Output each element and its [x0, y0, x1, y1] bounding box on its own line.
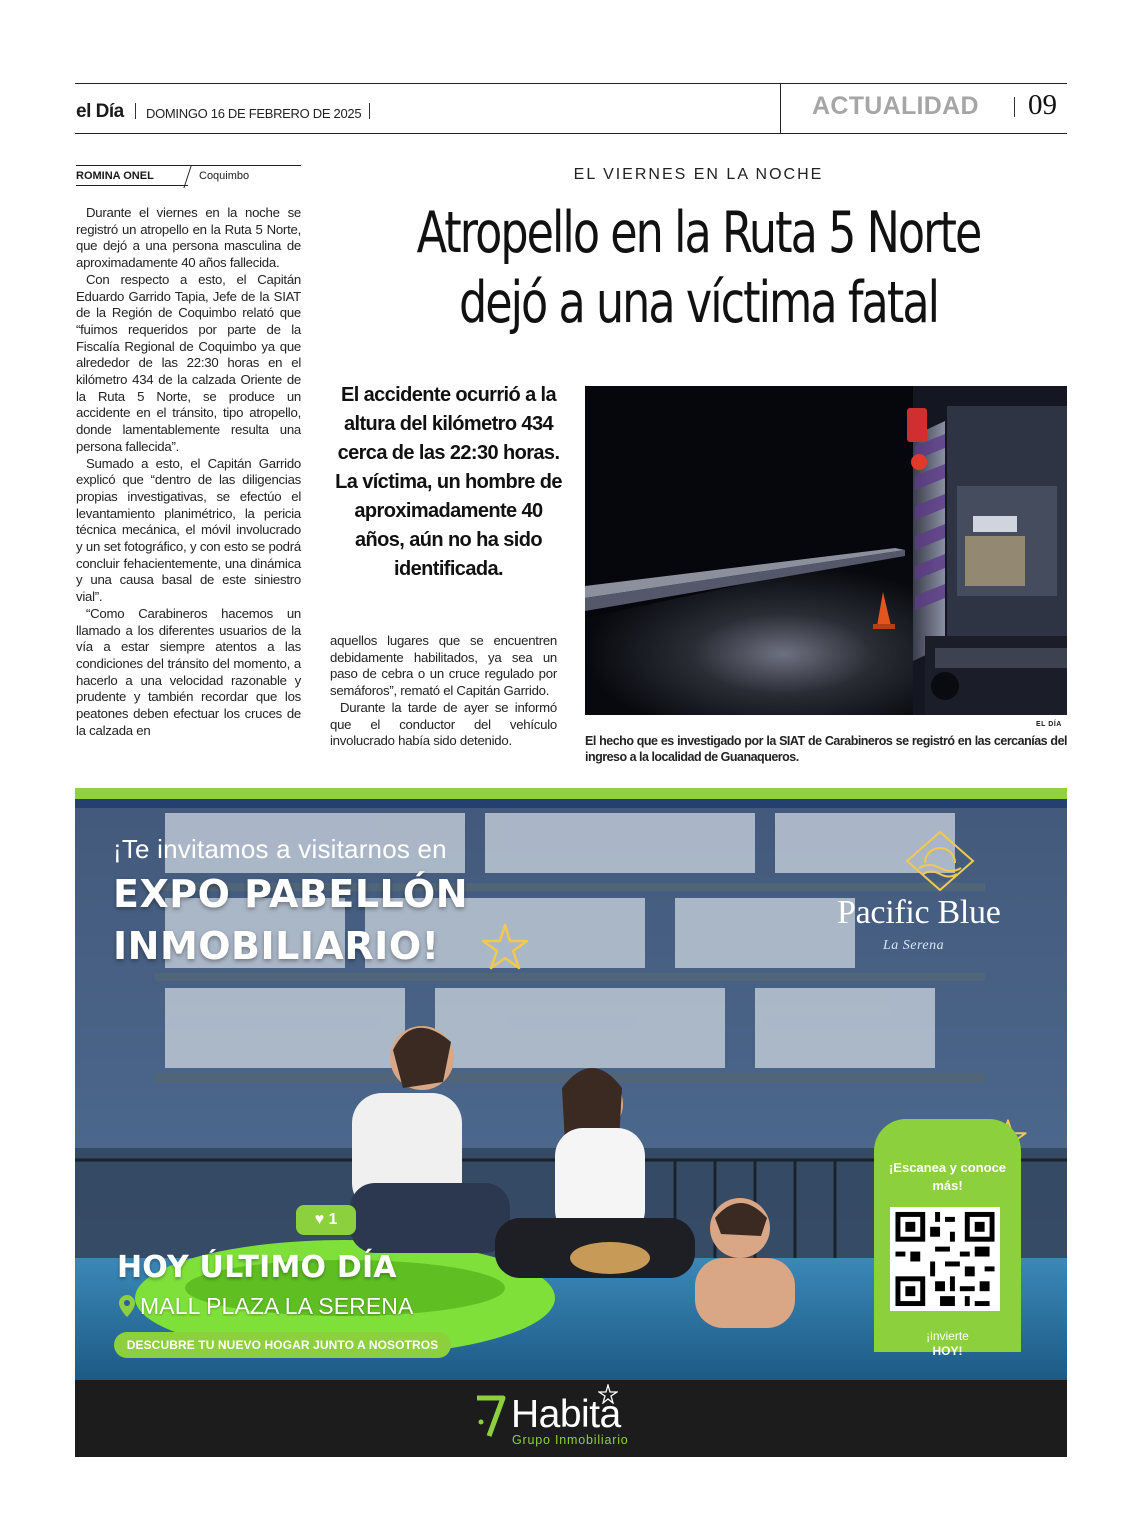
like-count: 1 — [328, 1211, 338, 1228]
company-subtitle: Grupo Inmobiliario — [512, 1433, 629, 1447]
article-paragraph: aquellos lugares que se encuentren debidamente habilitados, ya sea un paso de cebra o un cruce regulado por semáforos”, remató el Capitán Garrido. — [330, 633, 557, 699]
ad-invite-text: ¡Te invitamos a visitarnos en — [113, 834, 447, 864]
article-paragraph: Con respecto a esto, el Capitán Eduardo Garrido Tapia, Jefe de la SIAT de la Región de Coquimbo relató que “fuimos requeridos por parte de la Fiscalía Regional de Coquimbo ya que alrededor de las 22:30 horas en el kilómetro 434 de la calzada Oriente de la Ruta 5 Norte, se produce un accidente en el tránsito, tipo atropello, donde lamentablemente resulta una persona fallecida”. — [76, 271, 301, 454]
section-name: ACTUALIDAD — [812, 92, 979, 120]
issue-date: DOMINGO 16 DE FEBRERO DE 2025 — [146, 106, 362, 121]
ad-title-line: EXPO PABELLÓN — [113, 872, 469, 916]
article-paragraph: “Como Carabineros hacemos un llamado a los diferentes usuarios de la vía a estar siempre atentos a las condiciones del tránsito del momento, a hacerlo a una velocidad razonable y prudente y también recordar que los peatones deben efectuar los cruces de la calzada en — [76, 605, 301, 738]
qr-panel — [874, 1119, 1021, 1358]
header-divider — [135, 103, 136, 119]
photo-caption: El hecho que es investigado por la SIAT de Carabineros se registró en las cercanías del ingreso a la localidad de Guanaqueros. — [585, 734, 1067, 764]
article-paragraph: Durante el viernes en la noche se registró un atropello en la Ruta 5 Norte, que dejó a una persona masculina de aproximadamente 40 años fallecida. — [76, 205, 301, 271]
byline-underline — [76, 185, 188, 186]
masthead-logo: el Día — [76, 101, 124, 122]
qr-heading: ¡Escanea y conoce más! — [888, 1160, 1007, 1193]
brand-subtitle: La Serena — [883, 938, 945, 953]
article-kicker: EL VIERNES EN LA NOCHE — [573, 166, 824, 183]
qr-code-icon — [890, 1207, 1000, 1311]
company-name: Habita — [511, 1393, 621, 1436]
pacific-blue-logo-icon — [905, 830, 975, 892]
headline-line: Atropello en la Ruta 5 Norte — [416, 200, 981, 266]
article-deck: El accidente ocurrió a la altura del kilómetro 434 cerca de las 22:30 horas. La víctima, un hombre de aproximadamente 40 años, aún no ha sido identificada. — [335, 384, 562, 580]
night-road-illustration — [585, 386, 1067, 715]
habita-logo-icon — [473, 1392, 507, 1442]
header-divider — [369, 103, 370, 119]
brand-name: Pacific Blue — [837, 894, 1001, 931]
photo-credit: EL DÍA — [1036, 721, 1062, 728]
header-divider — [1014, 97, 1015, 117]
article-column-2 — [330, 633, 557, 750]
ad-title-line: INMOBILIARIO! — [113, 924, 440, 968]
heart-icon: ♥ — [314, 1211, 325, 1228]
ad-location-text: MALL PLAZA LA SERENA — [140, 1293, 414, 1319]
article-photo — [585, 386, 1067, 715]
article-paragraph: Sumado a esto, el Capitán Garrido explicó que “dentro de las diligencias propias investigativas, se efectúo el levantamiento planimétrico, la pericia técnica mecánica, el móvil involucrado y un set fotográfico, y con esto se podrá concluir fehacientemente, una dinámica y una causa basal de este siniestro vial”. — [76, 455, 301, 605]
qr-code[interactable] — [890, 1207, 1000, 1311]
article-paragraph: Durante la tarde de ayer se informó que el conductor del vehículo involucrado había sido detenido. — [330, 699, 557, 749]
header-top-rule — [75, 83, 1067, 84]
article-column-1 — [76, 205, 301, 740]
ad-last-day-text: HOY ÚLTIMO DÍA — [117, 1250, 397, 1285]
like-badge — [296, 1205, 356, 1235]
invest-text — [874, 1329, 1021, 1359]
byline-author: ROMINA ONEL — [76, 170, 154, 182]
header-vertical-rule — [780, 83, 781, 134]
byline-rule — [76, 165, 301, 166]
invest-line: ¡invierte — [926, 1329, 969, 1343]
starfish-icon — [480, 922, 530, 972]
byline-location: Coquimbo — [199, 170, 250, 182]
article-headline — [411, 198, 986, 338]
header-bottom-rule — [75, 133, 1067, 134]
advertisement[interactable] — [75, 788, 1067, 1457]
location-pin-icon — [118, 1294, 136, 1318]
invest-line: HOY! — [932, 1344, 963, 1358]
page-number: 09 — [1028, 89, 1057, 121]
headline-line: dejó a una víctima fatal — [458, 270, 939, 336]
ad-top-bar — [75, 788, 1067, 799]
ad-tagline-pill: DESCUBRE TU NUEVO HOGAR JUNTO A NOSOTROS — [114, 1332, 451, 1358]
